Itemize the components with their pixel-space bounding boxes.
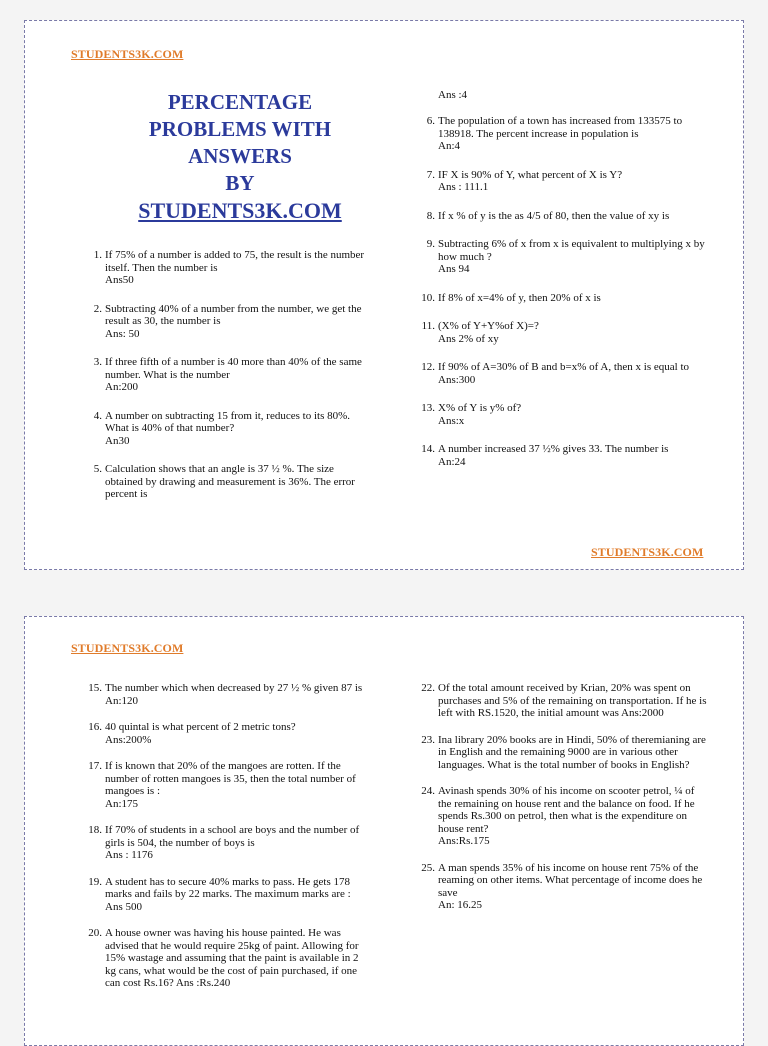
question-number: 1. [93, 249, 102, 261]
question-text: A house owner was having his house painted. He was advised that he would require 25kg of paint. Allowing for 15% wastage and assuming that the paint is available in 2 kg cans, what would be the cost of pain purchased, if one can cost Rs.16? Ans :Rs.240 [105, 927, 359, 989]
question-item [80, 249, 370, 287]
question-text: Subtracting 40% of a number from the number, we get the result as 30, the number is [105, 302, 362, 327]
question-item [413, 682, 708, 720]
question-item [80, 410, 370, 448]
question-item [413, 320, 708, 345]
answer-text: An30 [105, 434, 130, 447]
question-item [413, 402, 708, 427]
question-item [413, 734, 708, 772]
answer-text: Ans : 1176 [105, 849, 153, 861]
question-item [80, 356, 370, 394]
question-text: If x % of y is the as 4/5 of 80, then the value of xy is [438, 209, 670, 222]
question-number: 3. [93, 356, 102, 368]
question-text: A man spends 35% of his income on house rent 75% of the reaming on other items. What percentage of income does he save [438, 861, 703, 899]
question-number: 25. [421, 861, 435, 874]
question-number: 18. [88, 824, 102, 836]
carry-answer: Ans :4 [438, 89, 468, 101]
question-text: (X% of Y+Y%of X)=? [438, 320, 539, 332]
title-line: PROBLEMS WITH [148, 117, 332, 141]
question-text: Subtracting 6% of x from x is equivalent to multiplying x by how much ? [438, 238, 705, 263]
question-text: If 70% of students in a school are boys and the number of girls is 504, the number of boys is [105, 824, 360, 849]
question-item [80, 760, 370, 810]
answer-text: Ans 500 [105, 900, 142, 913]
document-page-2 [24, 616, 744, 1046]
question-text: X% of Y is y% of? [438, 402, 522, 414]
title-line: BY [225, 171, 255, 195]
answer-text: Ans 2% of xy [438, 332, 499, 345]
document-title [105, 89, 375, 224]
document-page-1 [24, 20, 744, 570]
question-number: 5. [93, 463, 102, 475]
question-number: 19. [88, 875, 102, 888]
question-item [80, 303, 370, 341]
footer-site-link[interactable]: STUDENTS3K.COM [591, 545, 704, 559]
question-item [413, 292, 708, 305]
question-number: 20. [88, 927, 102, 939]
question-item [413, 862, 708, 912]
question-number: 23. [421, 733, 435, 746]
question-text: Ina library 20% books are in Hindi, 50% of theremianing are in English and the remaining 9000 are in various other languages. What is the total number of books in English? [438, 733, 706, 771]
question-number: 13. [421, 402, 435, 414]
question-item [413, 115, 708, 153]
question-item [413, 443, 708, 468]
question-text: If 8% of x=4% of y, then 20% of x is [438, 291, 601, 304]
question-text: A number on subtracting 15 from it, reduces to its 80%. What is 40% of that number? [105, 409, 351, 434]
answer-text: Ans : 111.1 [438, 181, 489, 193]
question-item [80, 824, 370, 862]
answer-text: An:200 [105, 381, 138, 393]
question-text: Avinash spends 30% of his income on scooter petrol, ¼ of the remaining on house rent and the balance on food. If he spends Rs.300 on petrol, then what is the expenditure on house rent? [438, 785, 695, 835]
question-item [80, 927, 370, 990]
question-item [413, 210, 708, 223]
answer-text: Ans50 [105, 274, 134, 286]
questions-column-right [413, 682, 708, 926]
question-item [413, 238, 708, 276]
question-text: If is known that 20% of the mangoes are rotten. If the number of rotten mangoes is 35, then the total number of mangoes is : [105, 760, 356, 797]
question-number: 16. [88, 721, 102, 733]
answer-text: An:4 [438, 140, 460, 152]
answer-text: Ans 94 [438, 263, 470, 275]
answer-text: Ans:200% [105, 733, 152, 746]
question-number: 11. [421, 320, 435, 332]
answer-text: Ans: 50 [105, 327, 140, 340]
question-number: 24. [421, 785, 435, 797]
question-number: 7. [426, 168, 435, 181]
questions-column-right [413, 115, 708, 484]
question-text: If 75% of a number is added to 75, the result is the number itself. Then the number is [105, 249, 365, 274]
question-text: IF X is 90% of Y, what percent of X is Y? [438, 168, 623, 181]
questions-column-left [80, 682, 370, 1004]
question-number: 8. [426, 209, 435, 222]
title-site-link[interactable]: STUDENTS3K.COM [138, 198, 342, 223]
question-number: 10. [421, 291, 435, 304]
question-item [413, 785, 708, 848]
question-number: 12. [421, 361, 435, 373]
header-site-link[interactable]: STUDENTS3K.COM [71, 47, 184, 61]
title-line: ANSWERS [188, 144, 292, 168]
answer-text: Ans:Rs.175 [438, 835, 490, 847]
answer-text: An:24 [438, 455, 466, 468]
question-item [413, 361, 708, 386]
question-number: 2. [93, 302, 102, 315]
answer-text: An:175 [105, 797, 138, 810]
questions-column-left [80, 249, 370, 517]
question-text: The number which when decreased by 27 ½ % given 87 is [105, 682, 363, 694]
question-item [80, 721, 370, 746]
header-site-link[interactable]: STUDENTS3K.COM [71, 641, 184, 655]
question-text: If three fifth of a number is 40 more than 40% of the same number. What is the number [105, 356, 362, 381]
title-line: PERCENTAGE [167, 90, 313, 114]
answer-text: Ans:x [438, 414, 465, 427]
question-text: Calculation shows that an angle is 37 ½ %. The size obtained by drawing and measurement is 36%. The error percent is [105, 463, 355, 500]
question-number: 9. [426, 238, 435, 250]
question-number: 15. [88, 682, 102, 694]
question-item [80, 682, 370, 707]
question-number: 22. [421, 682, 435, 694]
question-number: 14. [421, 443, 435, 455]
answer-text: An: 16.25 [438, 899, 482, 911]
question-number: 4. [93, 409, 102, 422]
answer-text: An:120 [105, 694, 138, 707]
question-item [80, 463, 370, 501]
question-number: 6. [426, 115, 435, 127]
question-text: Of the total amount received by Krian, 20% was spent on purchases and 5% of the remaining on transportation. If he is left with RS.1520, the initial amount was Ans:2000 [438, 682, 707, 719]
question-item [80, 876, 370, 914]
question-number: 17. [88, 760, 102, 772]
question-text: 40 quintal is what percent of 2 metric tons? [105, 721, 296, 733]
question-text: A student has to secure 40% marks to pass. He gets 178 marks and fails by 22 marks. The maximum marks are : [105, 875, 351, 900]
question-text: A number increased 37 ½% gives 33. The number is [438, 443, 669, 455]
question-text: The population of a town has increased from 133575 to 138918. The percent increase in population is [438, 115, 683, 140]
question-text: If 90% of A=30% of B and b=x% of A, then x is equal to [438, 361, 690, 373]
answer-text: Ans:300 [438, 373, 476, 386]
question-item [413, 169, 708, 194]
